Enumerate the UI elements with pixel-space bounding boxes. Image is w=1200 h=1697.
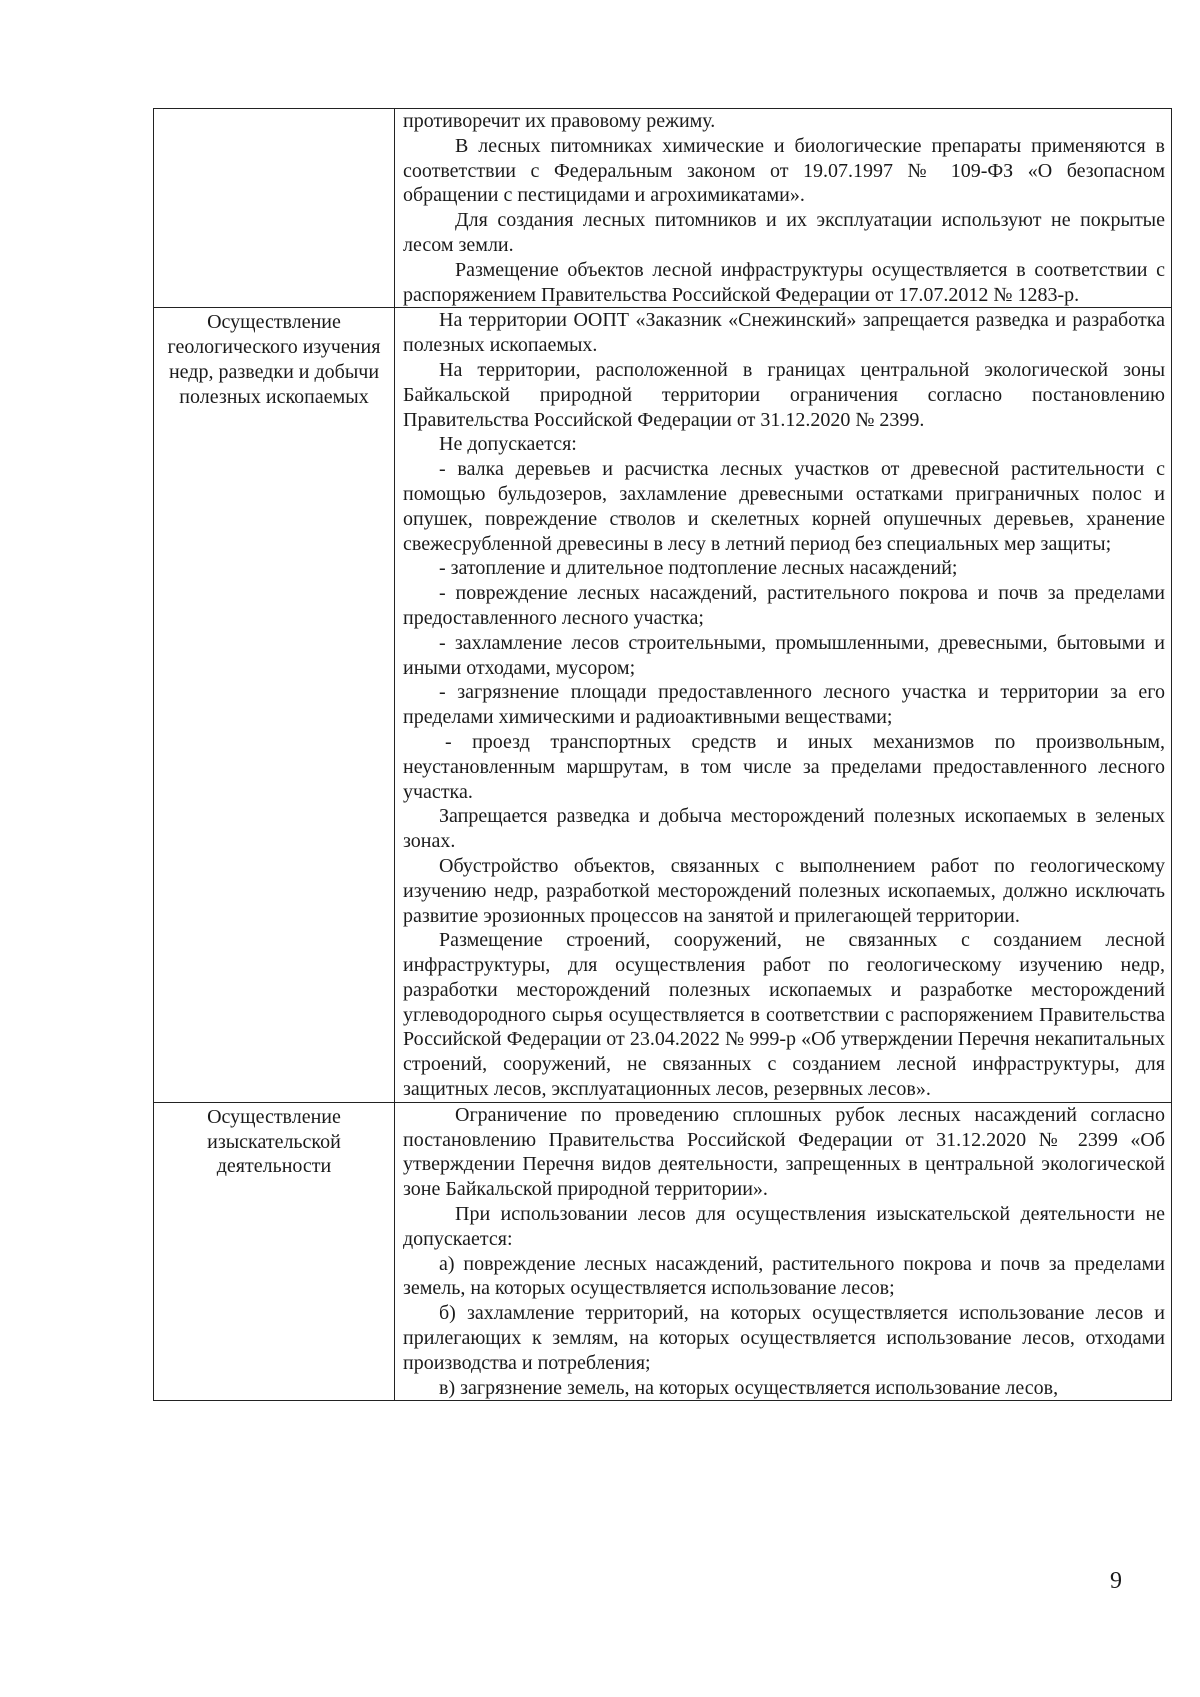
- paragraph: Запрещается разведка и добыча месторождений полезных ископаемых в зеленых зонах.: [403, 805, 1165, 853]
- table-row: [154, 308, 1172, 1103]
- paragraph: Для создания лесных питомников и их эксплуатации используют не покрытые лесом земли.: [403, 209, 1165, 256]
- requirements-cell: [395, 1102, 1172, 1401]
- table-row: [154, 1102, 1172, 1401]
- paragraph: противоречит их правовому режиму.: [403, 110, 716, 132]
- paragraph: Размещение объектов лесной инфраструктуры осуществляется в соответствии с распоряжением Правительства Российской Федерации от 17.07.2012 № 1283-р.: [403, 258, 1165, 306]
- activity-type-cell: Осуществление изыскательской деятельности: [154, 1102, 395, 1401]
- paragraph: В лесных питомниках химические и биологические препараты применяются в соответствии с Федеральным законом от 19.07.1997 № 109-ФЗ «О безопасном обращении с пестицидами и агрохимикатами».: [403, 134, 1165, 207]
- paragraph: Размещение строений, сооружений, не связанных с созданием лесной инфраструктуры, для осуществления работ по геологическому изучению недр, разработки месторождений полезных ископаемых и разработке месторождений углеводородного сырья осуществляется в соответствии с распоряжением Правительства Российской Федерации от 23.04.2022 № 999-р «Об утверждении Перечня некапитальных строений, сооружений, не связанных с созданием лесной инфраструктуры, для защитных лесов, эксплуатационных лесов, резервных лесов».: [403, 929, 1165, 1101]
- activity-type-cell: [154, 109, 395, 308]
- page-number: 9: [1110, 1568, 1122, 1594]
- paragraph: в) загрязнение земель, на которых осуществляется использование лесов,: [439, 1376, 1059, 1399]
- paragraph: Ограничение по проведению сплошных рубок лесных насаждений согласно постановлению Правительства Российской Федерации от 31.12.2020 № 2399 «Об утверждении Перечня видов деятельности, запрещенных в центральной экологической зоне Байкальской природной территории».: [403, 1103, 1165, 1201]
- paragraph: а) повреждение лесных насаждений, растительного покрова и почв за пределами земель, на которых осуществляется использование лесов;: [403, 1252, 1165, 1300]
- regulations-table: [153, 108, 1172, 1401]
- paragraph: - повреждение лесных насаждений, растительного покрова и почв за пределами предоставленного лесного участка;: [403, 582, 1165, 629]
- paragraph: Обустройство объектов, связанных с выполнением работ по геологическому изучению недр, разработкой месторождений полезных ископаемых, должно исключать развитие эрозионных процессов на занятой и прилегающей территории.: [403, 854, 1165, 927]
- paragraph: - затопление и длительное подтопление лесных насаждений;: [439, 557, 958, 580]
- paragraph: Не допускается:: [439, 433, 577, 456]
- paragraph: На территории ООПТ «Заказник «Снежинский» запрещается разведка и разработка полезных ископаемых.: [403, 309, 1165, 357]
- requirements-cell: [395, 109, 1172, 308]
- table-row: [154, 109, 1172, 308]
- activity-type-cell: Осуществление геологического изучения недр, разведки и добычи полезных ископаемых: [154, 308, 395, 1103]
- requirements-cell: [395, 308, 1172, 1103]
- paragraph: - загрязнение площади предоставленного лесного участка и территории за его пределами химическими и радиоактивными веществами;: [403, 681, 1165, 729]
- paragraph: б) захламление территорий, на которых осуществляется использование лесов и прилегающих к землям, на которых осуществляется использование лесов, отходами производства и потребления;: [403, 1302, 1165, 1374]
- paragraph: При использовании лесов для осуществления изыскательской деятельности не допускается:: [403, 1203, 1165, 1250]
- paragraph: На территории, расположенной в границах центральной экологической зоны Байкальской природной территории ограничения согласно постановлению Правительства Российской Федерации от 31.12.2020 № 2399.: [403, 358, 1165, 431]
- paragraph: - валка деревьев и расчистка лесных участков от древесной растительности с помощью бульдозеров, захламление древесными остатками приграничных полос и опушек, повреждение стволов и скелетных корней опушечных деревьев, хранение свежесрубленной древесины в лесу в летний период без специальных мер защиты;: [403, 458, 1165, 555]
- paragraph: - захламление лесов строительными, промышленными, древесными, бытовыми и иными отходами, мусором;: [403, 631, 1165, 679]
- paragraph: - проезд транспортных средств и иных механизмов по произвольным, неустановленным маршрутам, в том числе за пределами предоставленного лесного участка.: [403, 730, 1165, 803]
